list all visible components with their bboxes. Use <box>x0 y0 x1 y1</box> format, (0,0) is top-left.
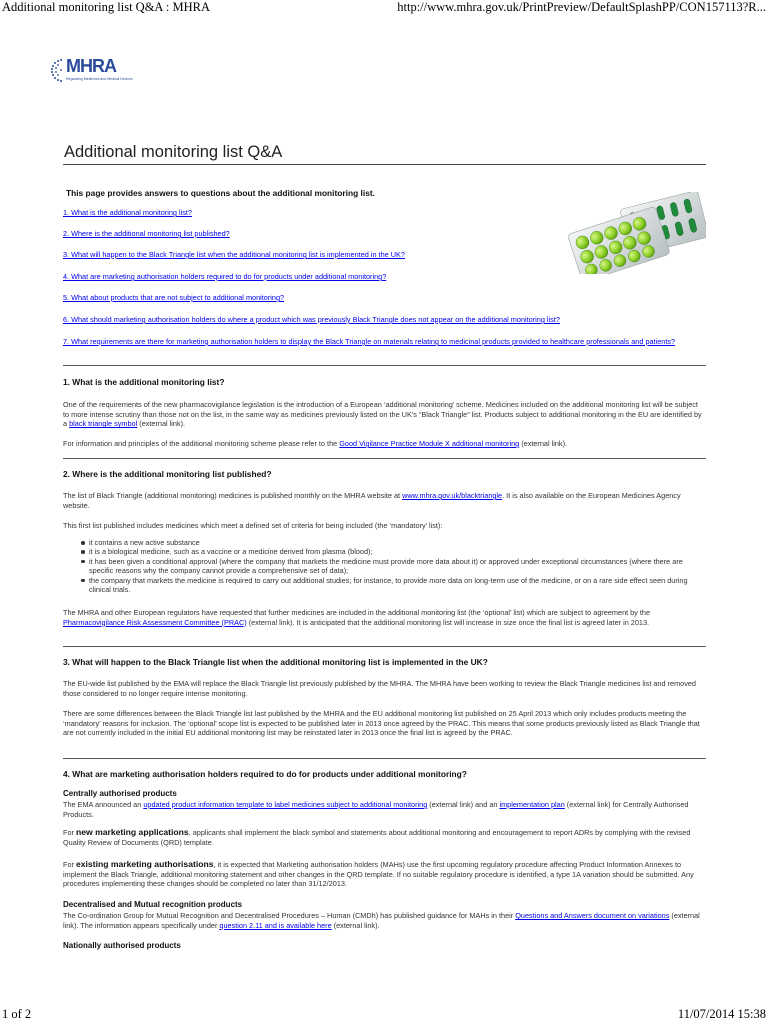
section-4-paragraph-3: For existing marketing authorisations, it is expected that Marketing authorisation holders (MAHs) use the first upcoming regulatory procedure affecting Product Information Annexes to implement the Black Triangle, additional monitoring statement and other changes in the QRD template. If no suitable regulatory procedure is identified, a type 1A variation should be submitted. Any procedures implementing these changes should be completed no later than 31/12/2013. <box>63 859 694 889</box>
section-4-heading: 4. What are marketing authorisation holders required to do for products under additional monitoring? <box>63 769 467 779</box>
question-2-11-link[interactable]: question 2.11 and is available here <box>219 920 332 930</box>
print-url: http://www.mhra.gov.uk/PrintPreview/DefaultSplashPP/CON157113?R... <box>397 0 766 14</box>
title-divider <box>63 164 706 165</box>
gvp-module-link[interactable]: Good Vigilance Practice Module X additional monitoring <box>339 439 520 448</box>
section-1-heading: 1. What is the additional monitoring list? <box>63 377 225 387</box>
section-3-heading: 3. What will happen to the Black Triangle list when the additional monitoring list is implemented in the UK? <box>63 657 488 667</box>
print-header <box>0 0 768 16</box>
toc-link-4[interactable]: 4. What are marketing authorisation holders required to do for products under additional monitoring? <box>63 272 387 281</box>
print-title: Additional monitoring list Q&A : MHRA <box>2 0 210 14</box>
toc-item-7[interactable] <box>63 337 703 347</box>
logo-text: MHRA <box>66 56 116 76</box>
print-datetime: 11/07/2014 15:38 <box>677 1007 766 1021</box>
logo-dots-icon <box>49 58 65 82</box>
criteria-list <box>80 538 705 594</box>
section-2-paragraph-1: The list of Black Triangle (additional monitoring) medicines is published monthly on the MHRA website at www.mhra.gov.uk/blacktriangle. It is also available on the European Medicines Agency website. <box>63 491 681 510</box>
nationally-authorised-subheading: Nationally authorised products <box>63 941 181 950</box>
pills-image <box>566 192 706 274</box>
mhra-logo[interactable] <box>49 54 133 86</box>
print-footer <box>0 1006 768 1024</box>
intro-text: This page provides answers to questions about the additional monitoring list. <box>66 188 375 198</box>
list-item: it is a biological medicine, such as a vaccine or a medicine derived from plasma (blood); <box>80 547 705 556</box>
toc-link-1[interactable]: 1. What is the additional monitoring list? <box>63 208 192 217</box>
list-item: it contains a new active substance <box>80 538 705 547</box>
section-1-paragraph-1: One of the requirements of the new pharmacovigilance legislation is the introduction of a European ‘additional monitoring’ scheme. Medicines included on the additional monitoring list will be subject to more intense scrutiny than those not on the list, in the same way as medicines previously listed on the UK’s “Black Triangle” list. Products subject to additional monitoring in the EU are identified by a black triangle symbol (external link). <box>63 400 702 429</box>
section-3-paragraph-2: There are some differences between the Black Triangle list last published by the MHRA and the EU additional monitoring list published on 25 April 2013 which only includes products meeting the ‘mandatory’ reasons for inclusion. The ‘optional’ scope list is expected to be published later in 2013 once agreed by the PRAC. This means that some products previously listed as Black Triangle that are not currently included in the initial EU additional monitoring list may be reinstated later in 2013 once the final list is agreed by the PRAC. <box>63 709 700 738</box>
implementation-plan-link[interactable]: implementation plan <box>499 800 565 809</box>
section-divider-1 <box>63 365 706 366</box>
toc-item-5[interactable] <box>63 293 703 303</box>
section-3-paragraph-1: The EU-wide list published by the EMA will replace the Black Triangle list previously published by the MHRA. The MHRA have been working to review the Black Triangle medicines list and removed those considered to no longer require intense monitoring. <box>63 679 696 698</box>
list-item: the company that markets the medicine is required to carry out additional studies; for instance, to provide more data on long-term use of the medicine, or on a rare side effect seen during clinical trials. <box>80 576 705 595</box>
logo-tagline: Regulating Medicines and Medical Devices <box>66 77 133 81</box>
section-4-paragraph-2: For new marketing applications, applicants shall implement the black symbol and statements about additional monitoring and encouragement to report ADRs by complying with the revised Quality Review of Documents (QRD) template. <box>63 827 691 847</box>
blacktriangle-url-link[interactable]: www.mhra.gov.uk/blacktriangle <box>402 491 503 500</box>
decentralised-subheading: Decentralised and Mutual recognition products <box>63 900 243 909</box>
centrally-authorised-subheading: Centrally authorised products <box>63 789 177 798</box>
toc-link-5[interactable]: 5. What about products that are not subject to additional monitoring? <box>63 293 285 302</box>
black-triangle-symbol-link[interactable]: black triangle symbol <box>69 419 138 429</box>
toc-link-6[interactable]: 6. What should marketing authorisation holders do where a product which was previously Black Triangle does not appear on the additional monitoring list? <box>63 315 560 324</box>
section-4-paragraph-4: The Co-ordination Group for Mutual Recognition and Decentralised Procedures – Human (CMDh) has published guidance for MAHs in their Questions and Answers document on variations (external link). The information appears specifically under question 2.11 and is available here (external link). <box>63 911 700 930</box>
section-divider-4 <box>63 758 706 759</box>
cmdh-qa-link[interactable]: Questions and Answers document on variations <box>515 911 670 920</box>
section-2-heading: 2. Where is the additional monitoring list published? <box>63 469 272 479</box>
page-number: 1 of 2 <box>2 1007 32 1021</box>
section-4-paragraph-1: The EMA announced an updated product information template to label medicines subject to additional monitoring (external link) and an implementation plan (external link) for Centrally Authorised Products. <box>63 800 689 819</box>
section-1-paragraph-2: For information and principles of the additional monitoring scheme please refer to the Good Vigilance Practice Module X additional monitoring (external link). <box>63 439 568 448</box>
toc-item-6[interactable] <box>63 315 703 325</box>
section-divider-3 <box>63 646 706 647</box>
page-title: Additional monitoring list Q&A <box>64 143 283 161</box>
toc-link-2[interactable]: 2. Where is the additional monitoring list published? <box>63 229 230 238</box>
section-2-paragraph-2: This first list published includes medicines which meet a defined set of criteria for being included (the ‘mandatory’ list): <box>63 521 443 530</box>
product-info-template-link[interactable]: updated product information template to label medicines subject to additional monitoring <box>143 800 428 809</box>
list-item: it has been given a conditional approval (where the company that markets the medicine must provide more data about it) or approved under exceptional circumstances (where there are specific reasons why the company cannot provide a comprehensive set of data); <box>80 557 705 576</box>
toc-link-3[interactable]: 3. What will happen to the Black Triangle list when the additional monitoring list is implemented in the UK? <box>63 250 405 259</box>
section-divider-2 <box>63 458 706 459</box>
prac-link[interactable]: Pharmacovigilance Risk Assessment Committee (PRAC) <box>63 617 247 627</box>
toc-link-7[interactable]: 7. What requirements are there for marketing authorisation holders to display the Black Triangle on materials relating to medicinal products provided to healthcare professionals and patients? <box>63 337 676 346</box>
section-2-paragraph-3: The MHRA and other European regulators have requested that further medicines are included in the additional monitoring list (the ‘optional’ list) which are subject to agreement by the Pharmacovigilance Risk Assessment Committee (PRAC) (external link). It is anticipated that the additional monitoring list will increase in size once the final list is agreed later in 2013. <box>63 608 651 627</box>
